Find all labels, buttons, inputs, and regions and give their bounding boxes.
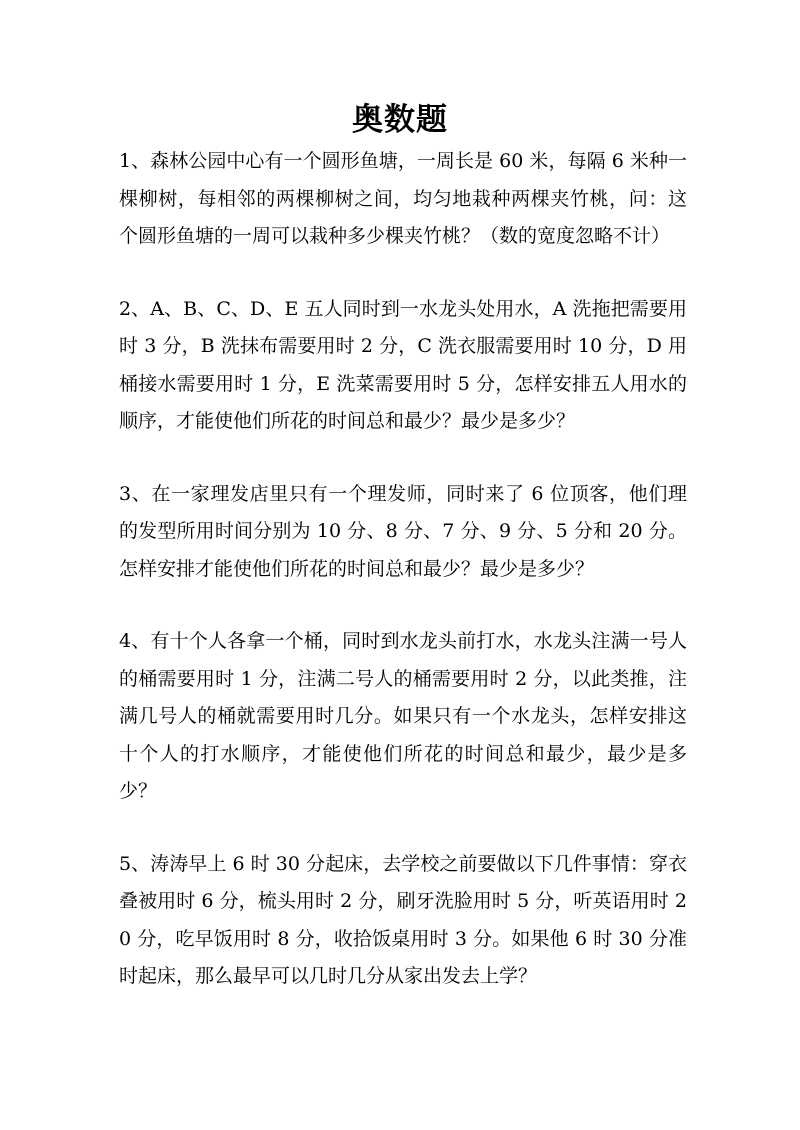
problem-4: 4、有十个人各拿一个桶，同时到水龙头前打水，水龙头注满一号人的桶需要用时 1 分，注满二号人的桶需要用时 2 分，以此类推，注满几号人的桶就需要用时几分。如果只有一个水龙头，怎样安排这十个人的打水顺序，才能使他们所花的时间总和最少，最少是多少？ bbox=[119, 630, 687, 802]
problem-list bbox=[119, 143, 687, 1031]
document-title: 奥数题 bbox=[352, 102, 448, 138]
problem-5: 5、涛涛早上 6 时 30 分起床，去学校之前要做以下几件事情：穿衣叠被用时 6 分，梳头用时 2 分，刷牙洗脸用时 5 分，听英语用时 20 分，吃早饭用时 8 分，收拾饭桌用时 3 分。如果他 6 时 30 分准时起床，那么最早可以几时几分从家出发去上学？ bbox=[119, 852, 687, 987]
problem-2: 2、A、B、C、D、E 五人同时到一水龙头处用水，A 洗拖把需要用时 3 分，B 洗抹布需要用时 2 分，C 洗衣服需要用时 10 分，D 用桶接水需要用时 1 分，E 洗菜需要用时 5 分，怎样安排五人用水的顺序，才能使他们所花的时间总和最少？最少是多少？ bbox=[119, 297, 687, 432]
problem-1: 1、森林公园中心有一个圆形鱼塘，一周长是 60 米，每隔 6 米种一棵柳树，每相邻的两棵柳树之间，均匀地栽种两棵夹竹桃，问：这个圆形鱼塘的一周可以栽种多少棵夹竹桃？（数的宽度忽略不计） bbox=[119, 150, 687, 247]
problem-3: 3、在一家理发店里只有一个理发师，同时来了 6 位顶客，他们理的发型所用时间分别为 10 分、8 分、7 分、9 分、5 分和 20 分。怎样安排才能使他们所花的时间总和最少？最少是多少？ bbox=[119, 482, 687, 580]
